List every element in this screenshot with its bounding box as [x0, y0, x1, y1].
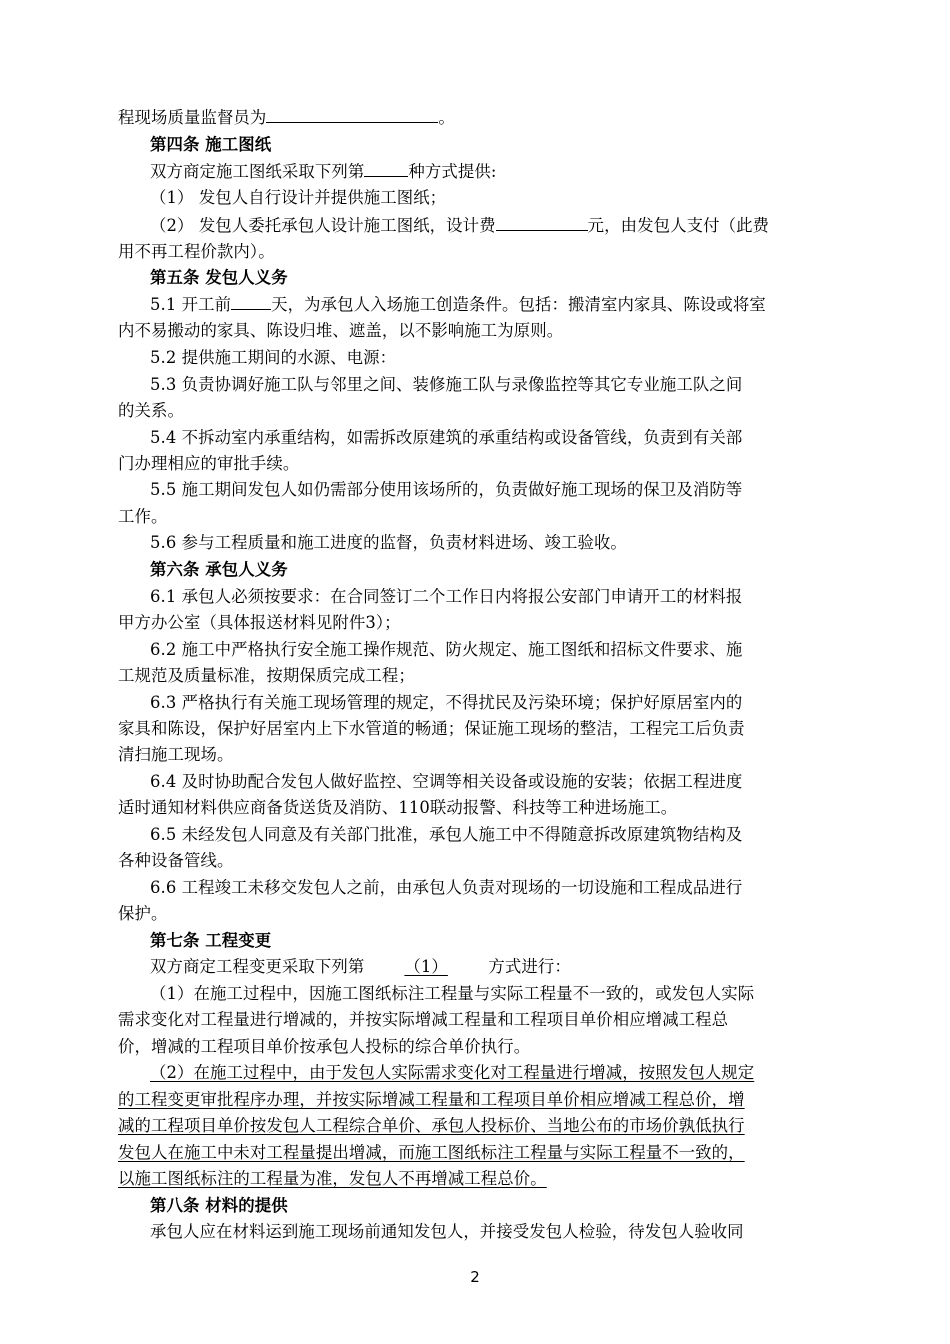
article-6-heading: 第六条 承包人义务	[150, 560, 288, 579]
article-4-heading: 第四条 施工图纸	[150, 135, 272, 154]
paragraph-line: 工作。	[118, 507, 168, 526]
underlined-line: 减的工程项目单价按发包人工程综合单价、承包人投标价、当地公布的市场价孰低执行	[118, 1116, 745, 1135]
page-number: 2	[470, 1268, 480, 1286]
text: 种方式提供:	[408, 162, 497, 181]
text: 双方商定施工图纸采取下列第	[150, 162, 365, 181]
paragraph-line: 价，增减的工程项目单价按承包人投标的综合单价执行。	[118, 1037, 531, 1056]
paragraph-line: 门办理相应的审批手续。	[118, 454, 300, 473]
filled-blank: （1）	[404, 957, 448, 976]
paragraph-line	[150, 160, 496, 184]
paragraph-line: 清扫施工现场。	[118, 745, 234, 764]
paragraph-line: （1）在施工过程中，因施工图纸标注工程量与实际工程量不一致的，或发包人实际	[150, 984, 755, 1003]
fill-blank	[364, 161, 408, 177]
paragraph-line: 5.5 施工期间发包人如仍需部分使用该场所的，负责做好施工现场的保卫及消防等	[150, 480, 743, 499]
text: 程现场质量监督员为	[118, 108, 267, 127]
article-5-heading: 第五条 发包人义务	[150, 268, 288, 287]
underlined-line: 的工程变更审批程序办理，并按实际增减工程量和工程项目单价相应增减工程总价，增	[118, 1090, 745, 1109]
article-8-heading: 第八条 材料的提供	[150, 1196, 288, 1215]
fill-blank	[496, 215, 588, 231]
underlined-line: 以施工图纸标注的工程量为准，发包人不再增减工程总价。	[118, 1169, 547, 1188]
paragraph-line: 工规范及质量标准，按期保质完成工程；	[118, 666, 415, 685]
paragraph-line	[118, 106, 455, 130]
text: 5.1 开工前	[150, 295, 232, 314]
paragraph-line: 家具和陈设，保护好居室内上下水管道的畅通；保证施工现场的整洁，工程完工后负责	[118, 719, 745, 738]
paragraph-line: 6.5 未经发包人同意及有关部门批准，承包人施工中不得随意拆改原建筑物结构及	[150, 825, 743, 844]
paragraph-line: 用不再工程价款内）。	[118, 242, 275, 261]
paragraph-line: 5.4 不拆动室内承重结构，如需拆改原建筑的承重结构或设备管线，负责到有关部	[150, 428, 743, 447]
article-7-heading: 第七条 工程变更	[150, 931, 272, 950]
paragraph-line: 保护。	[118, 904, 168, 923]
underlined-line: 发包人在施工中未对工程量提出增减，而施工图纸标注工程量与实际工程量不一致的，	[118, 1143, 745, 1162]
fill-blank	[266, 107, 438, 123]
text: 元，由发包人支付（此费	[587, 216, 770, 235]
paragraph-line: 需求变化对工程量进行增减的，并按实际增减工程量和工程项目单价相应增减工程总	[118, 1010, 729, 1029]
paragraph-line: 适时通知材料供应商备货送货及消防、110联动报警、科技等工种进场施工。	[118, 798, 678, 817]
paragraph-line	[150, 955, 571, 979]
paragraph-line: 6.1 承包人必须按要求：在合同签订二个工作日内将报公安部门申请开工的材料报	[150, 587, 743, 606]
paragraph-line: 6.2 施工中严格执行安全施工操作规范、防火规定、施工图纸和招标文件要求、施	[150, 640, 743, 659]
text: 方式进行：	[488, 957, 571, 976]
text: （2） 发包人委托承包人设计施工图纸，设计费	[150, 216, 496, 235]
paragraph-line: 6.3 严格执行有关施工现场管理的规定，不得扰民及污染环境；保护好原居室内的	[150, 693, 743, 712]
paragraph-line	[150, 214, 769, 238]
text: 。	[438, 108, 455, 127]
paragraph-line: 各种设备管线。	[118, 851, 234, 870]
paragraph-line: 承包人应在材料运到施工现场前通知发包人，并接受发包人检验，待发包人验收同	[150, 1222, 744, 1241]
paragraph-line: 6.6 工程竣工未移交发包人之前，由承包人负责对现场的一切设施和工程成品进行	[150, 878, 743, 897]
underlined-line: （2）在施工过程中，由于发包人实际需求变化对工程量进行增减，按照发包人规定	[150, 1063, 755, 1082]
paragraph-line: 甲方办公室（具体报送材料见附件3）；	[118, 613, 401, 632]
paragraph-line: 5.3 负责协调好施工队与邻里之间、装修施工队与录像监控等其它专业施工队之间	[150, 375, 743, 394]
paragraph-line: 内不易搬动的家具、陈设归堆、遮盖，以不影响施工为原则。	[118, 321, 564, 340]
paragraph-line: 5.2 提供施工期间的水源、电源：	[150, 348, 397, 367]
paragraph-line	[150, 293, 766, 317]
paragraph-line: 5.6 参与工程质量和施工进度的监督，负责材料进场、竣工验收。	[150, 533, 627, 552]
fill-blank	[231, 294, 271, 310]
text: 双方商定工程变更采取下列第	[150, 957, 365, 976]
paragraph-line: 的关系。	[118, 401, 184, 420]
text: 天，为承包人入场施工创造条件。包括：搬清室内家具、陈设或将室	[271, 295, 766, 314]
paragraph-line: （1） 发包人自行设计并提供施工图纸；	[150, 188, 447, 207]
paragraph-line: 6.4 及时协助配合发包人做好监控、空调等相关设备或设施的安装；依据工程进度	[150, 772, 743, 791]
